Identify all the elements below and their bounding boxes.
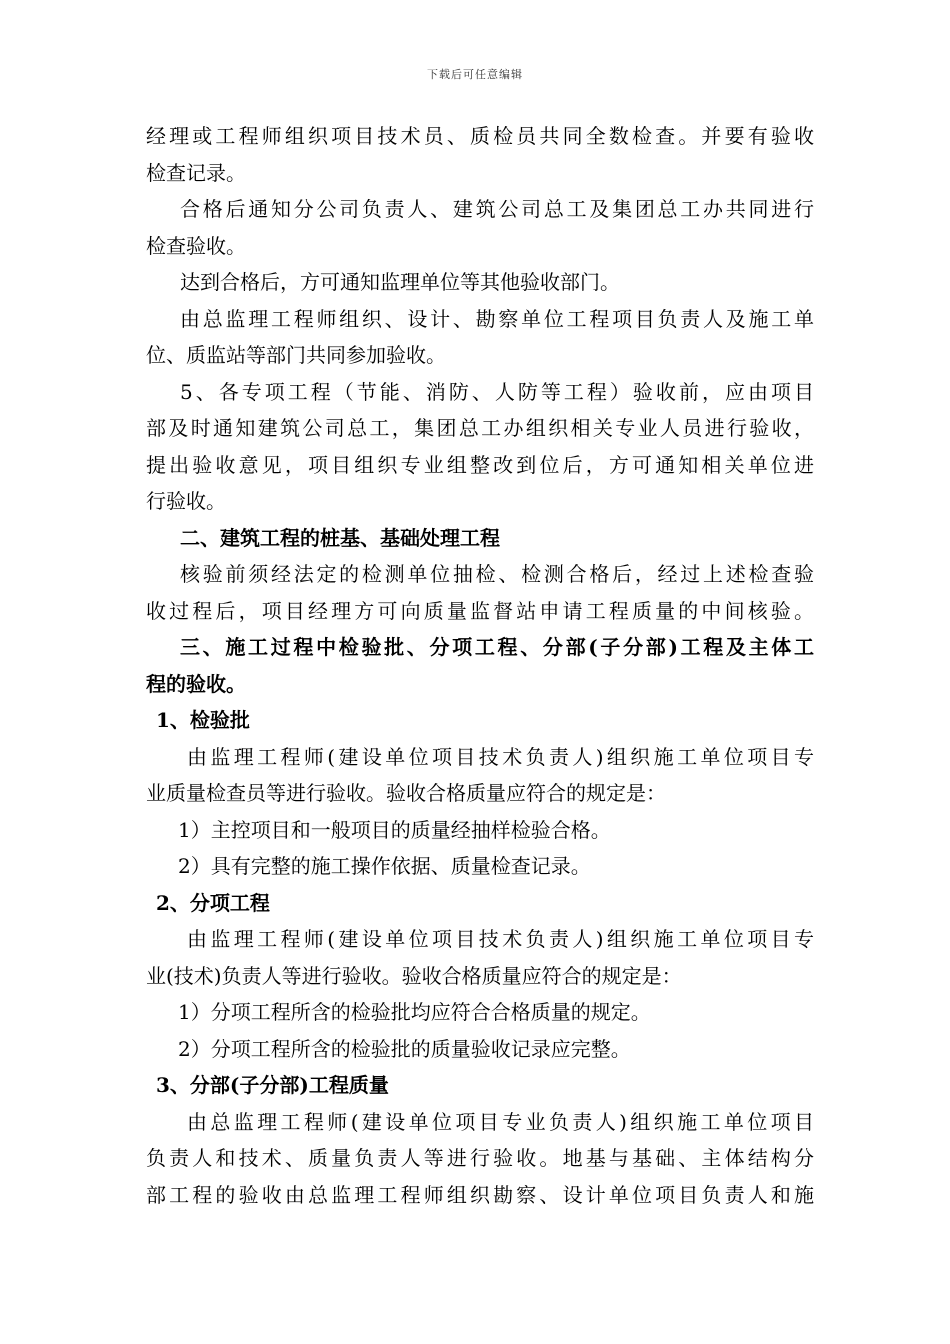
paragraph-line: 业(技术)负责人等进行验收。验收合格质量应符合的规定是： (146, 963, 682, 988)
paragraph-line: 由监理工程师(建设单位项目技术负责人)组织施工单位项目专 (187, 744, 814, 769)
paragraph-line: 5、各专项工程（节能、消防、人防等工程）验收前，应由项目 (180, 379, 814, 404)
section-heading: 二、建筑工程的桩基、基础处理工程 (180, 525, 500, 550)
paragraph-line: 达到合格后，方可通知监理单位等其他验收部门。 (180, 270, 620, 294)
paragraph-line: 行验收。 (146, 489, 226, 513)
section-heading: 三、施工过程中检验批、分项工程、分部(子分部)工程及主体工 (180, 635, 814, 659)
paragraph-line: 检查记录。 (146, 160, 246, 185)
subsection-heading: 2、分项工程 (156, 890, 270, 915)
paragraph-line: 由监理工程师(建设单位项目技术负责人)组织施工单位项目专 (187, 927, 814, 951)
subsection-heading: 3、分部(子分部)工程质量 (156, 1073, 389, 1097)
paragraph-line: 部及时通知建筑公司总工，集团总工办组织相关专业人员进行验收， (146, 416, 814, 440)
list-item: 2）具有完整的施工操作依据、质量检查记录。 (178, 854, 591, 878)
paragraph-line: 负责人和技术、质量负责人等进行验收。地基与基础、主体结构分 (146, 1146, 814, 1170)
paragraph-line: 由总监理工程师组织、设计、勘察单位工程项目负责人及施工单 (180, 306, 814, 331)
paragraph-line: 业质量检查员等进行验收。验收合格质量应符合的规定是： (146, 781, 666, 805)
page-header-note: 下载后可任意编辑 (427, 68, 523, 81)
paragraph-line: 提出验收意见，项目组织专业组整改到位后，方可通知相关单位进 (146, 452, 814, 477)
subsection-heading: 1、检验批 (156, 708, 250, 732)
document-body (146, 118, 814, 1213)
list-item: 1）主控项目和一般项目的质量经抽样检验合格。 (178, 817, 611, 842)
paragraph-line: 位、质监站等部门共同参加验收。 (146, 343, 446, 367)
paragraph-line: 收过程后，项目经理方可向质量监督站申请工程质量的中间核验。 (146, 598, 814, 623)
section-heading: 程的验收。 (146, 671, 246, 696)
list-item: 1）分项工程所含的检验批均应符合合格质量的规定。 (178, 1000, 651, 1024)
paragraph-line: 部工程的验收由总监理工程师组织勘察、设计单位项目负责人和施 (146, 1182, 814, 1207)
list-item: 2）分项工程所含的检验批的质量验收记录应完整。 (178, 1036, 631, 1061)
paragraph-line: 由总监理工程师(建设单位项目专业负责人)组织施工单位项目 (187, 1109, 814, 1134)
paragraph-line: 核验前须经法定的检测单位抽检、检测合格后，经过上述检查验 (180, 562, 814, 586)
paragraph-line: 合格后通知分公司负责人、建筑公司总工及集团总工办共同进行 (180, 197, 814, 221)
paragraph-line: 检查验收。 (146, 233, 246, 258)
paragraph-line: 经理或工程师组织项目技术员、质检员共同全数检查。并要有验收 (146, 124, 814, 148)
